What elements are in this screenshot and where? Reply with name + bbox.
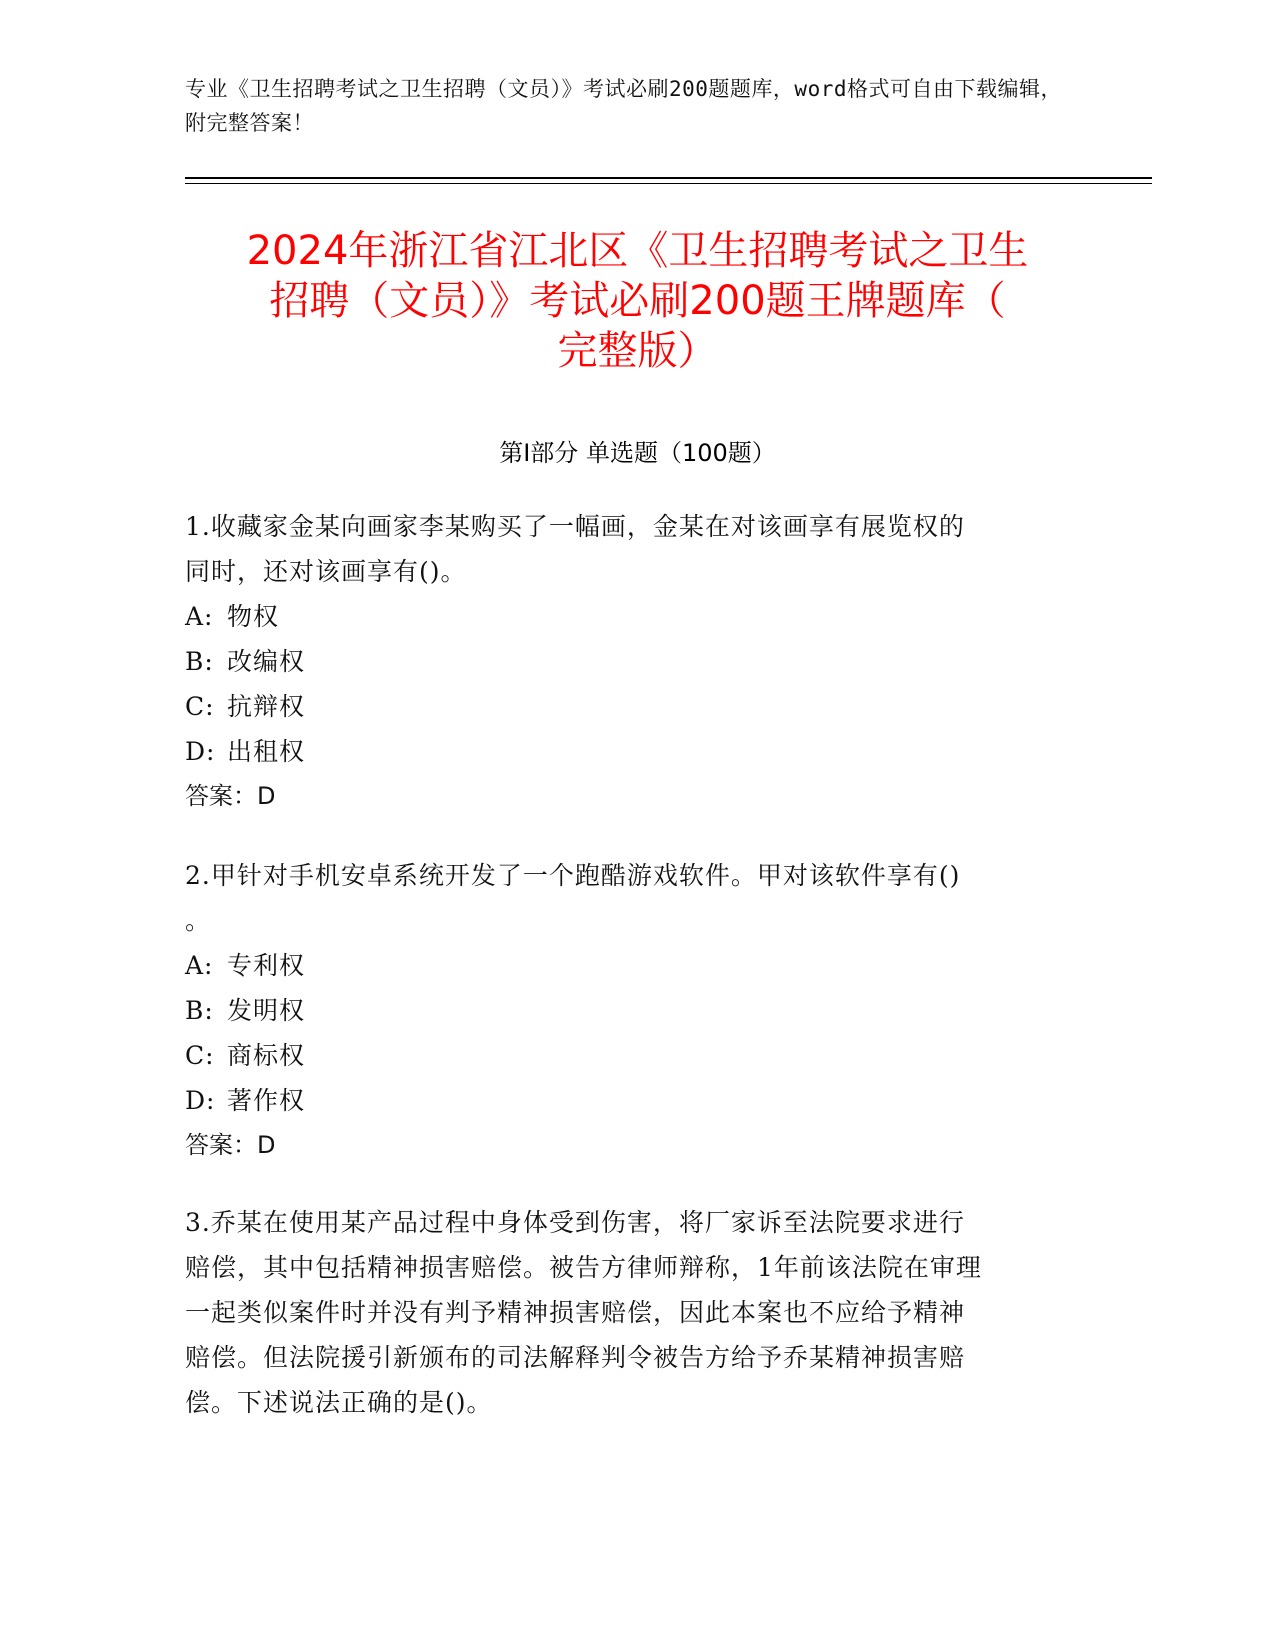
option-text: 物权 <box>227 602 280 631</box>
option-a <box>185 943 1090 988</box>
question-stem-line: 1.收藏家金某向画家李某购买了一幅画，金某在对该画享有展览权的 <box>185 512 965 541</box>
option-text: 商标权 <box>227 1041 306 1070</box>
question-1 <box>185 504 1090 819</box>
question-stem-line: 同时，还对该画享有()。 <box>185 557 467 586</box>
option-key: C: <box>185 692 215 721</box>
option-d <box>185 1078 1090 1123</box>
title-line: 招聘（文员）》考试必刷200题王牌题库（ <box>269 278 1006 324</box>
option-text: 发明权 <box>227 996 306 1025</box>
section-title: 第I部分 单选题（100题） <box>499 439 776 467</box>
header-rule-thick <box>185 177 1152 179</box>
question-stem-line: 。 <box>185 906 212 935</box>
option-c <box>185 684 1090 729</box>
option-key: C: <box>185 1041 215 1070</box>
question-stem-line: 2.甲针对手机安卓系统开发了一个跑酷游戏软件。甲对该软件享有() <box>185 861 961 890</box>
option-a <box>185 594 1090 639</box>
question-stem-line: 赔偿。但法院援引新颁布的司法解释判令被告方给予乔某精神损害赔 <box>185 1343 966 1372</box>
option-text: 出租权 <box>227 737 306 766</box>
option-text: 改编权 <box>227 647 306 676</box>
option-key: D: <box>185 1086 216 1115</box>
option-text: 抗辩权 <box>227 692 306 721</box>
question-stem-line: 赔偿，其中包括精神损害赔偿。被告方律师辩称，1年前该法院在审理 <box>185 1253 982 1282</box>
option-key: B: <box>185 996 214 1025</box>
option-key: D: <box>185 737 216 766</box>
question-2 <box>185 853 1090 1168</box>
document-title <box>170 226 1105 376</box>
header-note: 专业《卫生招聘考试之卫生招聘（文员）》考试必刷200题题库，word格式可自由下载编辑，附完整答案！ <box>185 77 1062 135</box>
answer-line: 答案：D <box>185 1131 276 1159</box>
header-rule-thin <box>185 183 1152 184</box>
question-3 <box>185 1200 1090 1425</box>
option-key: A: <box>185 602 214 631</box>
option-text: 著作权 <box>227 1086 306 1115</box>
option-d <box>185 729 1090 774</box>
question-stem-line: 3.乔某在使用某产品过程中身体受到伤害，将厂家诉至法院要求进行 <box>185 1208 965 1237</box>
option-b <box>185 639 1090 684</box>
title-line: 完整版） <box>557 328 718 374</box>
option-b <box>185 988 1090 1033</box>
option-text: 专利权 <box>227 951 306 980</box>
question-stem-line: 一起类似案件时并没有判予精神损害赔偿，因此本案也不应给予精神 <box>185 1298 966 1327</box>
option-c <box>185 1033 1090 1078</box>
question-stem-line: 偿。下述说法正确的是()。 <box>185 1388 493 1417</box>
option-key: A: <box>185 951 214 980</box>
title-line: 2024年浙江省江北区《卫生招聘考试之卫生 <box>246 228 1029 274</box>
option-key: B: <box>185 647 214 676</box>
answer-line: 答案：D <box>185 782 276 810</box>
